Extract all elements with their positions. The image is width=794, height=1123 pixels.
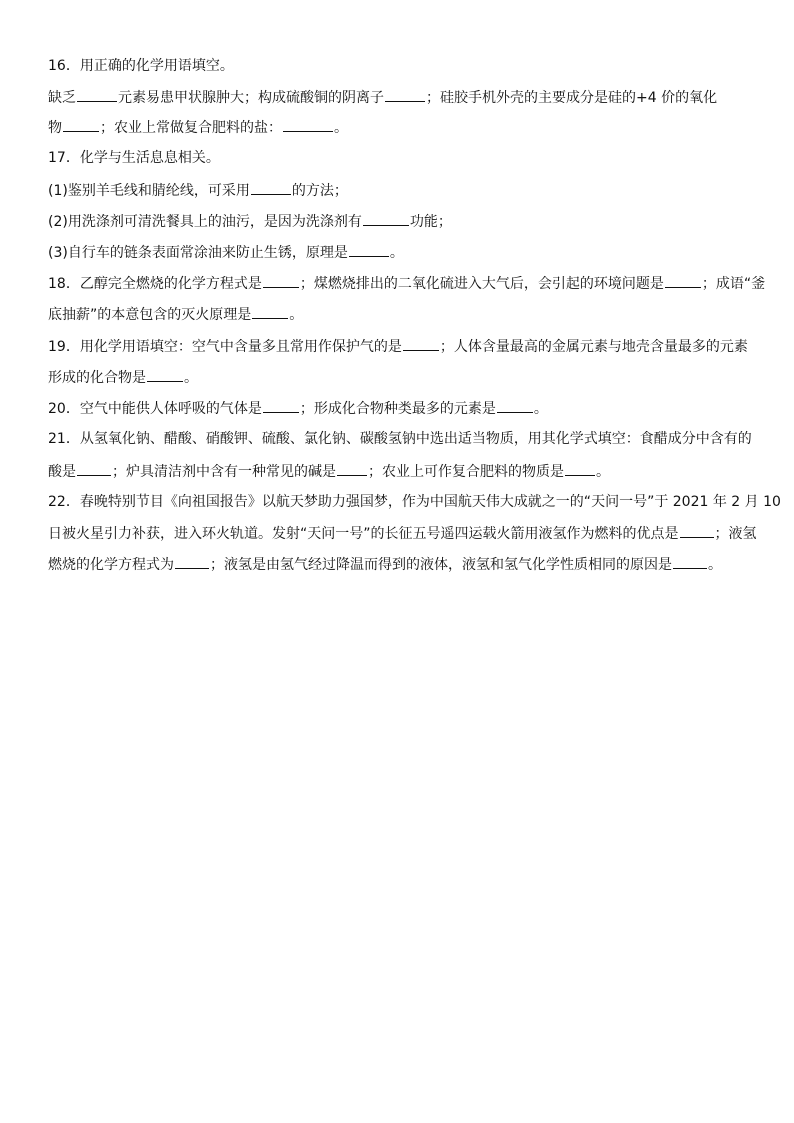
answer-blank[interactable] [673,554,707,569]
q22-line-2 [48,523,757,544]
q22-line-1 [48,492,781,512]
q21-text: ；炉具清洁剂中含有一种常见的碱是 [112,464,336,480]
q20-text: ；形成化合物种类最多的元素是 [299,401,496,417]
q16-text: ；硅胶手机外壳的主要成分是硅的+4 价的氧化 [426,90,718,106]
q21-line-2 [48,461,748,482]
q21-text: 。 [596,464,610,480]
q21-line-1 [48,429,752,449]
answer-blank[interactable] [263,273,299,288]
q19-text: 。 [184,370,198,386]
answer-blank[interactable] [77,87,117,102]
answer-blank[interactable] [251,180,291,195]
q19-text: 形成的化合物是 [48,370,146,386]
q22-text: ；液氢是由氢气经过降温而得到的液体，液氢和氢气化学性质相同的原因是 [210,557,672,573]
q17-sub-1 [48,180,748,201]
answer-blank[interactable] [497,398,533,413]
q17-title [48,148,748,168]
q18-text: ；成语“釜 [701,276,766,292]
q17-sub-3 [48,242,748,263]
q22-line-3 [48,554,748,575]
q16-text: 缺乏 [48,90,76,106]
answer-blank[interactable] [263,398,299,413]
answer-blank[interactable] [363,211,409,226]
q21-text: ；农业上可作复合肥料的物质是 [368,464,564,480]
q18-text: ；煤燃烧排出的二氧化硫进入大气后，会引起的环境问题是 [299,276,664,292]
q20-text: 。 [533,401,548,417]
q22-text: 日被火星引力补获，进入环火轨道。发射“天问一号”的长征五号遥四运载火箭用液氢作为燃料的优点是 [48,526,679,542]
q16-text: 物 [48,120,62,136]
q16-line-3 [48,117,748,138]
q17-text: 。 [389,245,404,261]
q18-text: 。 [289,307,304,323]
q22-text: ；液氢 [714,526,757,542]
answer-blank[interactable] [403,336,439,351]
q18-text: 底抽薪”的本意包含的灭火原理是 [48,307,252,323]
answer-blank[interactable] [349,242,389,257]
answer-blank[interactable] [252,304,288,319]
q17-text: (1)鉴别羊毛线和腈纶线，可采用 [48,183,250,199]
q21-text: 21．从氢氧化钠、醋酸、硝酸钾、硫酸、氯化钠、碳酸氢钠中选出适当物质，用其化学式填空：食醋成分中含有的 [48,431,752,447]
q16-line-2 [48,87,748,108]
q19-text: ；人体含量最高的金属元素与地壳含量最多的元素 [439,339,748,355]
answer-blank[interactable] [147,367,183,382]
q19-line-1 [48,336,748,357]
answer-blank[interactable] [680,523,714,538]
q17-text: 的方法； [291,183,348,199]
q16-title [48,56,748,76]
q22-text: 。 [708,557,722,573]
q17-sub-2 [48,211,748,232]
q16-text: 元素易患甲状腺肿大；构成硫酸铜的阴离子 [118,90,384,106]
q16-text: ；农业上常做复合肥料的盐： [100,120,282,136]
answer-blank[interactable] [337,461,367,476]
q18-text: 18．乙醇完全燃烧的化学方程式是 [48,276,262,292]
q17-text: (3)自行车的链条表面常涂油来防止生锈，原理是 [48,245,348,261]
q19-text: 19．用化学用语填空：空气中含量多且常用作保护气的是 [48,339,402,355]
q17-text: (2)用洗涤剂可清洗餐具上的油污，是因为洗涤剂有 [48,214,362,230]
q21-text: 酸是 [48,464,76,480]
q18-line-2 [48,304,748,325]
q16-title-text: 16．用正确的化学用语填空。 [48,58,234,74]
q16-text: 。 [334,120,348,136]
q20-text: 20．空气中能供人体呼吸的气体是 [48,401,262,417]
q17-text: 功能； [409,214,452,230]
q20-line-1 [48,398,748,419]
answer-blank[interactable] [565,461,595,476]
q18-line-1 [48,273,766,294]
q22-text: 燃烧的化学方程式为 [48,557,174,573]
q17-title-text: 17．化学与生活息息相关。 [48,150,220,166]
answer-blank[interactable] [77,461,111,476]
answer-blank[interactable] [175,554,209,569]
answer-blank[interactable] [283,117,333,132]
q22-text: 22．春晚特别节目《向祖国报告》以航天梦助力强国梦，作为中国航天伟大成就之一的“天问一号”于 2021 年 2 月 10 [48,494,781,510]
answer-blank[interactable] [385,87,425,102]
q19-line-2 [48,367,748,388]
answer-blank[interactable] [665,273,701,288]
answer-blank[interactable] [63,117,99,132]
